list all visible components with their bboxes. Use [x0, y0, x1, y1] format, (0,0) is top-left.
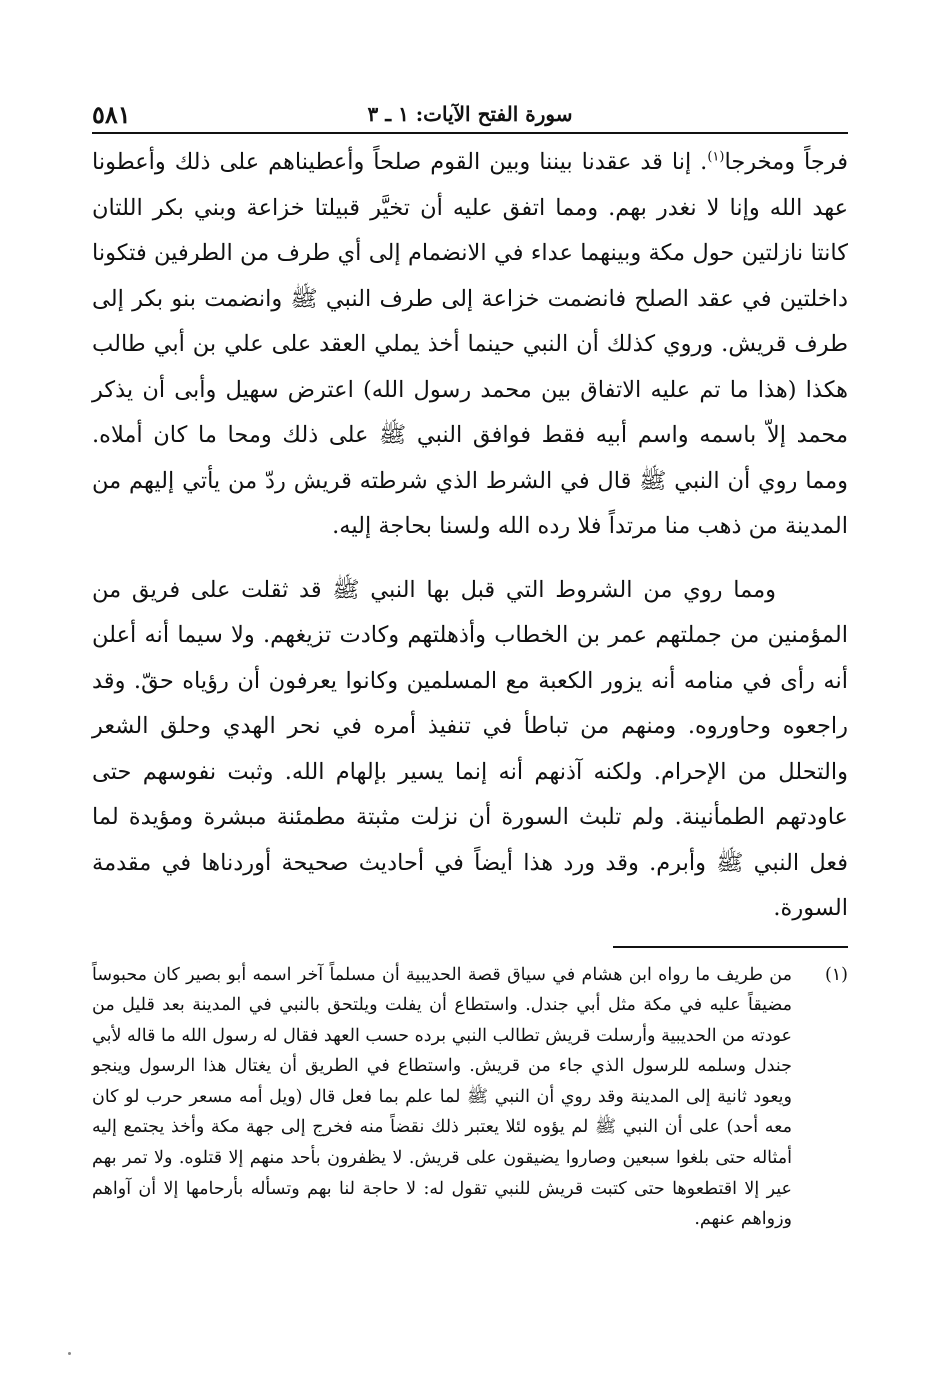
footnote-text: من طريف ما رواه ابن هشام في سياق قصة الحديبية أن مسلماً آخر اسمه أبو بصير كان محبوساً مضيقاً عليه في مكة مثل أبي جندل. واستطاع أن يفلت ويلتحق بالنبي في المدينة بعد قليل من عودته من الحديبية وأرسلت قريش تطالب النبي برده حسب العهد فقال له رسول الله ما قاله لأبي جندل وسلمه للرسول الذي جاء من قريش. واستطاع في الطريق أن يغتال هذا الرسول وينجو ويعود ثانية إلى المدينة وقد روي أن النبي ﷺ لما علم بما فعل قال (ويل أمه مسعر حرب لو كان معه أحد) على أن النبي ﷺ لم يؤوه لئلا يعتبر ذلك نقضاً منه فخرج إلى جهة مكة وأخذ يجتمع إليه أمثاله حتى بلغوا سبعين وصاروا يضيقون على قريش. لا يظفرون بأحد منهم إلا قتلوه. ولا تمر بهم عير إلا اقتطعوها حتى كتبت قريش للنبي تقول له: لا حاجة لنا بهم وتسأله بأرحامها إلا أن آواهم وزواهم عنهم.	[92, 964, 792, 1230]
footnotes	[92, 960, 848, 1235]
footnote-reference-1: (١)	[707, 149, 725, 165]
paragraph-1-rest: . إنا قد عقدنا بيننا وبين القوم صلحاً وأعطيناهم على ذلك وأعطونا عهد الله وإنا لا نغدر بهم. ومما اتفق عليه أن تخيَّر قبيلتا خزاعة وبني بكر اللتان كانتا نازلتين حول مكة وبينهما عداء في الانضمام إلى أي طرف من الطرفين فتكونا داخلتين في عقد الصلح فانضمت خزاعة إلى طرف النبي ﷺ وانضمت بنو بكر إلى طرف قريش. وروي كذلك أن النبي حينما أخذ يملي العقد على علي بن أبي طالب هكذا (هذا ما تم عليه الاتفاق بين محمد رسول الله) اعترض سهيل وأبى أن يذكر محمد إلاّ باسمه واسم أبيه فقط فوافق النبي ﷺ على ذلك ومحا ما كان أملاه. ومما روي أن النبي ﷺ قال في الشرط الذي شرطته قريش ردّ من يأتي إليهم من المدينة من ذهب منا مرتداً فلا رده الله ولسنا بحاجة إليه.	[92, 149, 848, 539]
scan-speck	[68, 1352, 71, 1355]
paragraph-1-start: فرجاً ومخرجا	[724, 149, 848, 175]
footnote-separator	[613, 946, 848, 948]
book-page	[92, 96, 848, 1235]
footnote-1	[92, 960, 848, 1235]
main-text	[92, 140, 848, 932]
page-number: ٥٨١	[92, 100, 131, 129]
paragraph-1	[92, 140, 848, 550]
footnote-number: (١)	[824, 964, 848, 985]
running-title: سورة الفتح الآيات: ١ ـ ٣	[367, 102, 573, 126]
page-header	[92, 96, 848, 134]
paragraph-2: ومما روي من الشروط التي قبل بها النبي ﷺ قد ثقلت على فريق من المؤمنين من جملتهم عمر بن الخطاب وأذهلتهم وكادت تزيغهم. ولا سيما أنه أعلن أنه رأى في منامه أنه يزور الكعبة مع المسلمين وكانوا يعرفون أن رؤياه حقّ. وقد راجعوه وحاوروه. ومنهم من تباطأ في تنفيذ أمره في نحر الهدي وحلق الشعر والتحلل من الإحرام. ولكنه آذنهم أنه إنما يسير بإلهام الله. وثبت نفوسهم حتى عاودتهم الطمأنينة. ولم تلبث السورة أن نزلت مثبتة مطمئنة مبشرة ومؤيدة لما فعل النبي ﷺ وأبرم. وقد ورد هذا أيضاً في أحاديث صحيحة أوردناها في مقدمة السورة.	[92, 576, 848, 921]
